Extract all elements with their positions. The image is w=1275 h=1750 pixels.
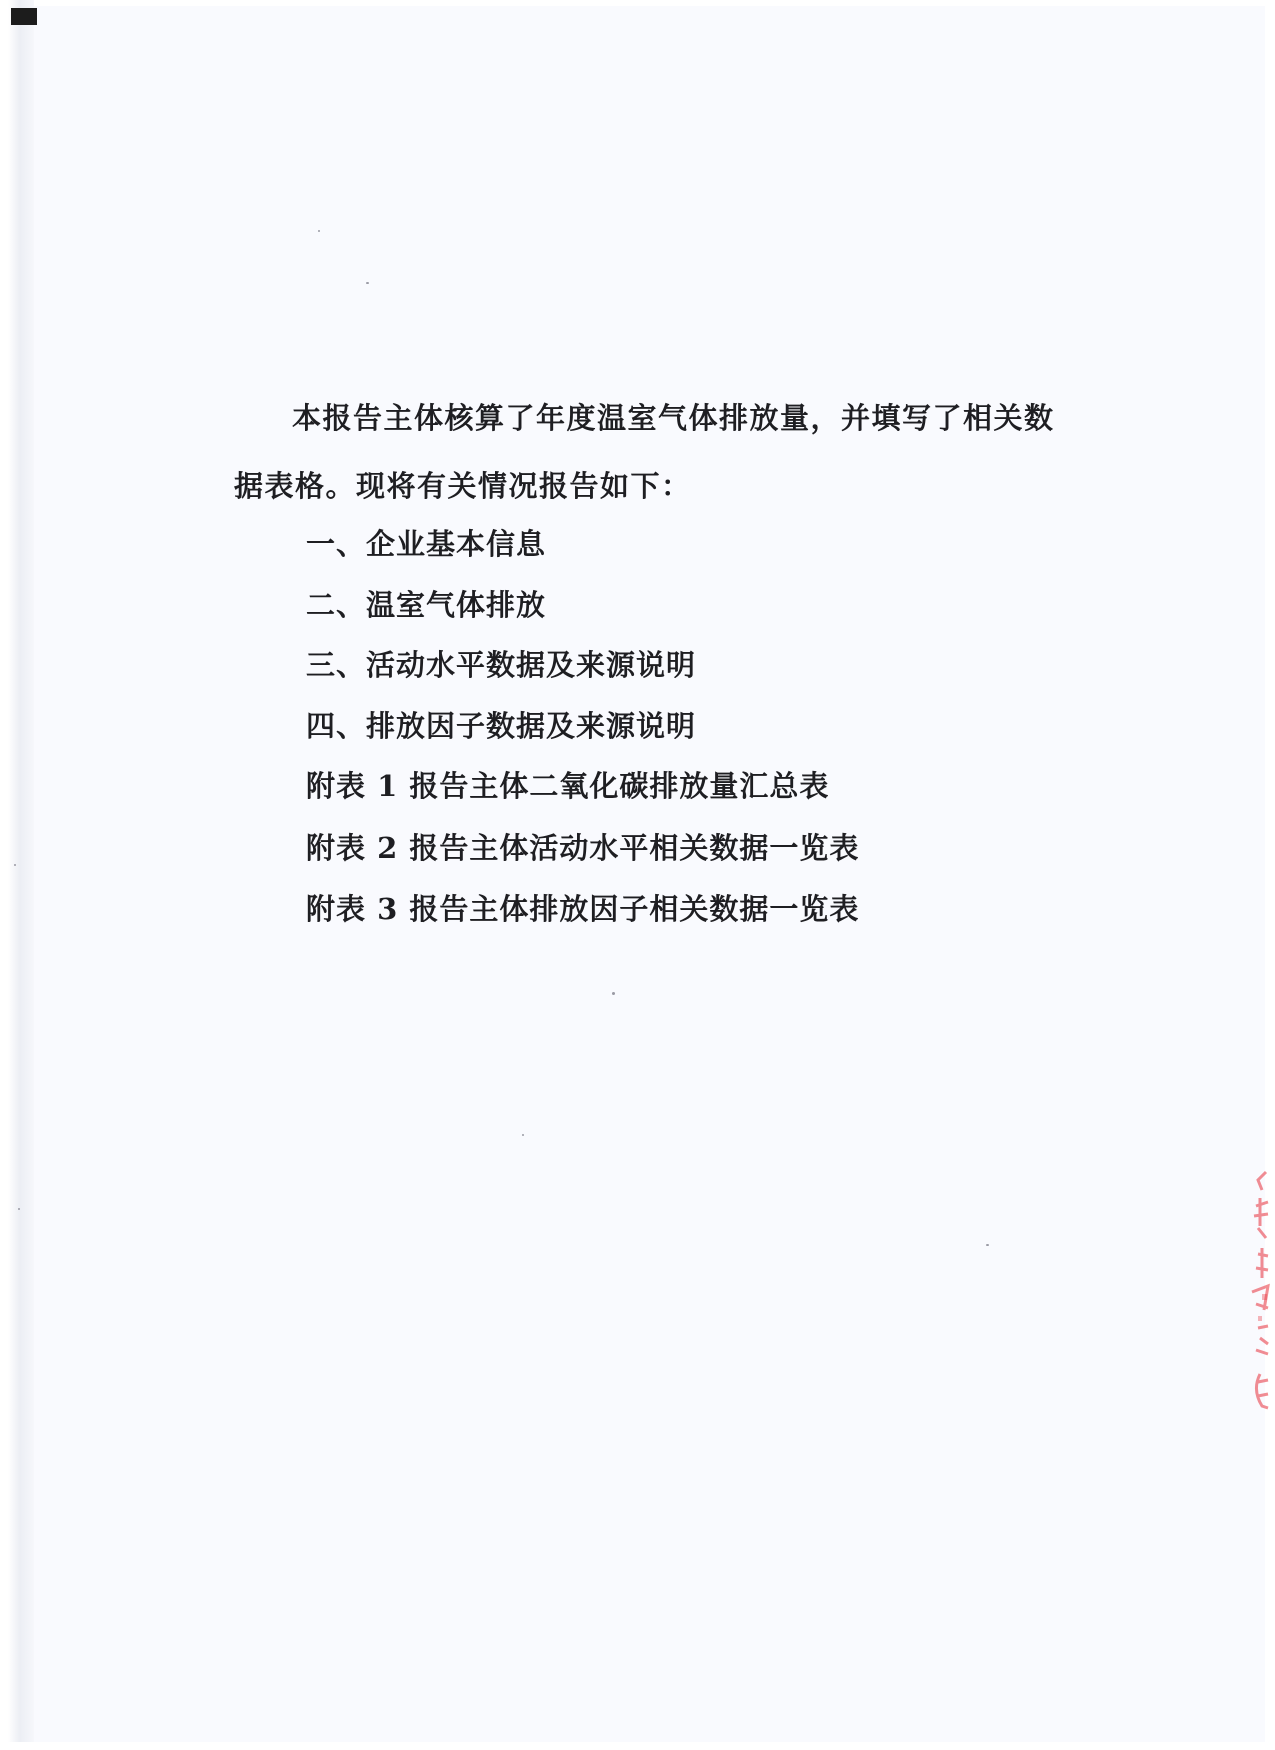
intro-paragraph-line-2: 据表格。现将有关情况报告如下： — [234, 469, 692, 503]
list-item-appendix-1: 附表 1 报告主体二氧化碳排放量汇总表 — [306, 769, 830, 803]
list-item-emission-factor: 四、排放因子数据及来源说明 — [306, 709, 697, 743]
list-item-ghg-emission: 二、温室气体排放 — [306, 588, 547, 622]
list-item-basic-info: 一、企业基本信息 — [306, 527, 547, 561]
list-item-activity-data: 三、活动水平数据及来源说明 — [306, 648, 697, 682]
list-item-appendix-3: 附表 3 报告主体排放因子相关数据一览表 — [306, 892, 860, 926]
list-item-appendix-2: 附表 2 报告主体活动水平相关数据一览表 — [306, 831, 860, 865]
intro-paragraph-line-1: 本报告主体核算了年度温室气体排放量，并填写了相关数 — [292, 401, 1055, 435]
